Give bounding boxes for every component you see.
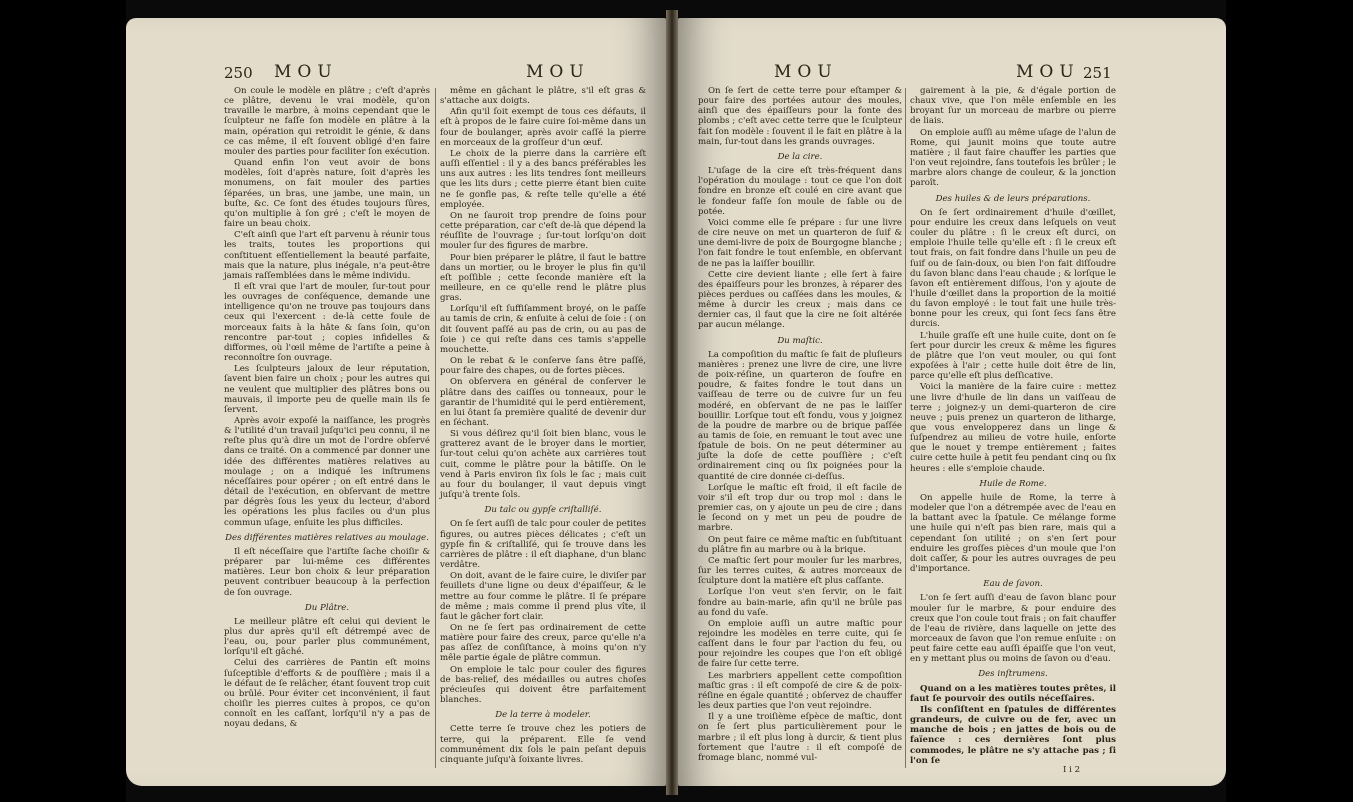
paragraph: On emploie auſſi un autre maſtic pour rejoindre les modèles en terre cuite, qui ſe caſſent dans le four par l'action du feu, ou pour rejoindre les coupes que l'on eſt obligé de faire ſur cette terre. xyxy=(698,618,902,670)
page-number: 250 xyxy=(224,64,253,82)
paragraph: On ſe ſert auſſi de talc pour couler de petites figures, ou autres pièces délicates ; c'eſt un gypſe fin & criſtalliſé, qui ſe trouve dans les carrières de plâtre : il eſt diaphane, d'un blanc verdâtre. xyxy=(440,519,646,571)
paragraph: Voici comme elle ſe prépare : ſur une livre de cire neuve on met un quarteron de ſuif & une demi-livre de poix de Bourgogne blanche ; l'on fait fondre le tout enſemble, en obſervant de ne pas la laiſſer bouillir. xyxy=(698,217,902,269)
paragraph: On ſe ſert ordinairement d'huile d'œillet, pour enduire les creux dans leſquels on veut couler du plâtre : ſi le creux eſt durci, on emploie l'huile telle qu'elle eſt : ſi le creux eſt tout frais, on fait fondre dans l'huile un peu de ſuif ou de ſain-doux, ou bien l'on fait diſſoudre du ſavon blanc dans l'eau chaude ; & lorſque le ſavon eſt entièrement diſſous, l'on y ajoute de l'huile d'œillet dans la proportion de la moitié du ſavon employé : le tout fait une huile très-bonne pour les creux, qui ſont ſecs ſans être durcis. xyxy=(910,207,1116,330)
section-heading: Des huiles & de leurs préparations. xyxy=(935,193,1091,204)
text-column-1 xyxy=(224,86,430,731)
running-head-right: MOU xyxy=(526,62,590,82)
left-page xyxy=(126,18,666,786)
paragraph: Ce maſtic ſert pour mouler ſur les marbres, ſur les terres cuites, & autres morceaux de ſculpture dont la matière eſt plus caſſante. xyxy=(698,555,902,587)
running-head-left: MOU xyxy=(774,62,838,82)
right-page xyxy=(678,18,1226,786)
paragraph: Il y a une troiſième eſpèce de maſtic, dont on ſe ſert plus particulièrement pour le marbre ; il eſt plus long à durcir, & tient plus fortement que l'autre : il eſt compoſé de fromage blanc, nommé vul- xyxy=(698,712,902,763)
paragraph: On ne ſe ſert pas ordinairement de cette matière pour faire des creux, parce qu'elle n'a pas aſſez de conſiſtance, à moins qu'on n'y mêle partie égale de plâtre commun. xyxy=(440,622,646,664)
paragraph: Le choix de la pierre dans la carrière eſt auſſi eſſentiel : il y a des bancs préférables les uns aux autres : les lits tendres ſont meilleurs que les lits durs ; cette pierre étant bien cuite ne ſe gonfle pas, & reſte telle qu'elle a été employée. xyxy=(440,148,646,210)
paragraph: Celui des carrières de Pantin eſt moins ſuſceptible d'efforts & de pouſſière ; mais il a le défaut de ſe relâcher, étant ſouvent trop cuit ou brûlé. Pour éviter cet inconvénient, il faut choiſir les pierres cuites à propos, ce qu'on connoît en les caſſant, lorſqu'il n'y a pas de noyau dedans, & xyxy=(224,658,430,730)
section-heading: Des différentes matières relatives au moulage. xyxy=(225,532,429,543)
paragraph: Voici la manière de la faire cuire : mettez une livre d'huile de lin dans un vaiſſeau de terre ; joignez-y un demi-quarteron de cire neuve ; puis prenez un quarteron de litharge, que vous envelopperez dans un linge & ſuſpendrez au milieu de votre huile, enſorte que le nouet y trempe entièrement ; faites cuire cette huile à petit feu pendant cinq ou ſix heures : elle s'emploie chaude. xyxy=(910,382,1116,474)
paragraph: Les marbriers appellent cette compoſition maſtic gras : il eſt compoſé de cire & de poix-réſine en égale quantité ; obſervez de chauffer les deux parties que l'on veut rejoindre. xyxy=(698,670,902,712)
paragraph: gairement à la pie, & d'égale portion de chaux vive, que l'on mêle enſemble en les broyant ſur un morceau de marbre ou pierre de liais. xyxy=(910,86,1116,127)
column-rule xyxy=(435,88,436,768)
paragraph: Lorſque le maſtic eſt froid, il eſt facile de voir s'il eſt trop dur ou trop mol : dans le premier cas, on y ajoute un peu de cire ; dans le ſecond on y met un peu de poudre de marbre. xyxy=(698,482,902,534)
section-heading: Des inſtrumens. xyxy=(978,669,1048,680)
paragraph: On le rebat & le conſerve ſans être paſſé, pour faire des chapes, ou de fortes pièces. xyxy=(440,356,646,377)
paragraph: Pour bien préparer le plâtre, il faut le battre dans un mortier, ou le broyer le plus fin qu'il eſt poſſible ; cette ſeconde manière eſt la meilleure, en ce qu'elle rend le plâtre plus gras. xyxy=(440,252,646,304)
paragraph: Lorſque l'on veut s'en ſervir, on le fait fondre au bain-marie, afin qu'il ne brûle pas au fond du vaſe. xyxy=(698,587,902,618)
paragraph: L'on ſe ſert auſſi d'eau de ſavon blanc pour mouler ſur le marbre, & pour enduire des creux que l'on coule tout frais ; on fait chauffer de l'eau de rivière, dans laquelle on jette des morceaux de ſavon que l'on remue enſuite : on peut faire cette eau auſſi épaiſſe que l'on veut, en y mettant plus ou moins de ſavon ou d'eau. xyxy=(910,593,1116,665)
open-book xyxy=(126,0,1226,802)
page-number: 251 xyxy=(1083,64,1112,82)
paragraph: même en gâchant le plâtre, s'il eſt gras & s'attache aux doigts. xyxy=(440,86,646,107)
section-heading: Huile de Rome. xyxy=(979,478,1047,489)
paragraph: On obſervera en général de conſerver le plâtre dans des caiſſes ou tonneaux, pour le garantir de l'humidité qui le perd entièrement, en lui ôtant ſa première qualité de devenir dur en ſéchant. xyxy=(440,377,646,428)
paragraph: On emploie auſſi au même uſage de l'alun de Rome, qui jaunit moins que toute autre matière ; il faut faire chauffer les parties que l'on veut rejoindre, ſans toutefois les brûler ; le marbre alors change de couleur, & la jonction paroît. xyxy=(910,127,1116,189)
section-heading: Eau de ſavon. xyxy=(983,579,1043,590)
paragraph: Il eſt vrai que l'art de mouler, ſur-tout pour les ouvrages de conſéquence, demande une intelligence qu'on ne trouve pas toujours dans ceux qui l'exercent : de-là cette foule de morceaux faits à la hâte & ſans ſoin, qu'on rencontre par-tout ; copies infidelles & difformes, où l'œil même de l'artiſte a peine à reconnoître ſon ouvrage. xyxy=(224,281,430,364)
text-column-2 xyxy=(910,86,1116,767)
paragraph: On ſe ſert de cette terre pour eſtamper & pour faire des portées autour des moules, ainſi que des épaiſſeurs pour la fonte des plombs ; c'eſt avec cette terre que le ſculpteur fait ſon modèle : ſouvent il le fait en plâtre à la main, ſur-tout dans les grands ouvrages. xyxy=(698,86,902,147)
paragraph: On emploie le talc pour couler des figures de bas-relief, des médailles ou autres choſes précieuſes qui doivent être parfaitement blanches. xyxy=(440,664,646,706)
section-heading: De la cire. xyxy=(777,151,823,162)
paragraph: On coule le modèle en plâtre ; c'eſt d'après ce plâtre, devenu le vrai modèle, qu'on travaille le marbre, à moins cependant que le ſculpteur ne faſſe ſon modèle en plâtre à la main, opération qui retroidit le génie, & dans ce cas même, il eſt ſouvent obligé d'en faire mouler des parties pour faciliter ſon exécution. xyxy=(224,86,430,157)
text-column-2 xyxy=(440,86,646,766)
paragraph: Le meilleur plâtre eſt celui qui devient le plus dur après qu'il eſt détrempé avec de l'eau, ou, pour parler plus communément, lorſqu'il eſt gâché. xyxy=(224,616,430,658)
paragraph: Les ſculpteurs jaloux de leur réputation, ſavent bien faire un choix ; pour les autres qui ne veulent que multiplier des plâtres bons ou mauvais, il importe peu de quelle main ils ſe ſervent. xyxy=(224,364,430,415)
paragraph: Cette terre ſe trouve chez les potiers de terre, qui la préparent. Elle ſe vend communément dix ſols le pain peſant depuis cinquante juſqu'à ſoixante livres. xyxy=(440,724,646,765)
paragraph: C'eſt ainſi que l'art eſt parvenu à réunir tous les traits, toutes les proportions qui conſtituent eſſentiellement la beauté parfaite, mais que la nature, plus inégale, n'a peut-être jamais raſſemblées dans le même individu. xyxy=(224,230,430,281)
text-column-1 xyxy=(698,86,902,764)
paragraph: Lorſqu'il eſt ſuffiſamment broyé, on le paſſe au tamis de crin, & enſuite à celui de ſoie : ( on dit ſouvent paſſé au pas de crin, ou au pas de ſoie ) ce qui reſte dans ces tamis s'appelle mouchette. xyxy=(440,304,646,355)
running-head-right: MOU xyxy=(1016,62,1080,82)
book-gutter xyxy=(666,10,678,795)
section-heading: Du talc ou gypſe criſtalliſé. xyxy=(484,505,602,516)
paragraph: Si vous déſirez qu'il ſoit bien blanc, vous le gratterez avant de le broyer dans le mortier, ſur-tout celui qu'on achète aux carrières tout cuit, comme le plâtre pour la bâtiſſe. On le vend à Paris environ ſix ſols le ſac ; mais cuit au four du boulanger, il vaut depuis vingt juſqu'à trente ſols. xyxy=(440,429,646,501)
section-heading: Du maſtic. xyxy=(777,335,823,346)
paragraph: L'huile graſſe eſt une huile cuite, dont on ſe ſert pour durcir les creux & même les figures de plâtre que l'on veut mouler, ou qui ſont expoſées à l'air ; cette huile doit être de lin, parce qu'elle eſt plus deſſicative. xyxy=(910,330,1116,382)
paragraph: Quand on a les matières toutes prêtes, il faut ſe pourvoir des outils néceſſaires. xyxy=(910,683,1116,704)
paragraph: On peut faire ce même maſtic en ſubſtituant du plâtre fin au marbre ou à la brique. xyxy=(698,534,902,555)
paragraph: Afin qu'il ſoit exempt de tous ces défauts, il eſt à propos de le faire cuire ſoi-même dans un four de boulanger, après avoir caſſé la pierre en morceaux de la groſſeur d'un œuf. xyxy=(440,107,646,148)
section-heading: Du Plâtre. xyxy=(304,602,350,613)
signature-mark: I i 2 xyxy=(1063,765,1081,775)
section-heading: De la terre à modeler. xyxy=(495,710,591,721)
paragraph: On ne ſauroit trop prendre de ſoins pour cette préparation, car c'eſt de-là que dépend la réuſſite de l'ouvrage ; ſur-tout lorſqu'on doit mouler ſur des figures de marbre. xyxy=(440,210,646,252)
paragraph: Quand enfin l'on veut avoir de bons modèles, ſoit d'après nature, ſoit d'après les monumens, on fait mouler des parties ſéparées, un bras, une jambe, une main, un buſte, &c. Ce ſont des études toujours ſûres, qu'on multiplie à ſon gré ; c'eſt le moyen de faire un beau choix. xyxy=(224,158,430,230)
paragraph: Cette cire devient liante ; elle ſert à faire des épaiſſeurs pour les bronzes, à réparer des pièces perdues ou caſſées dans les moules, & même à durcir les creux ; mais dans ce dernier cas, il faut que la cire ne ſoit altérée par aucun mélange. xyxy=(698,269,902,331)
paragraph: La compoſition du maſtic ſe fait de pluſieurs manières : prenez une livre de cire, une livre de poix-réſine, un quarteron de ſoufre en poudre, & faites fondre le tout dans un vaiſſeau de terre ou de cuivre ſur un feu modéré, en obſervant de ne pas le laiſſer bouillir. Lorſque tout eſt fondu, vous y joignez de la poudre de marbre ou de brique paſſée au tamis de ſoie, en remuant le tout avec une ſpatule de bois. On ne peut déterminer au juſte la doſe de cette pouſſière ; c'eſt ordinairement cinq ou ſix poignées pour la quantité de cire donnée ci-deſſus. xyxy=(698,349,902,482)
paragraph: Après avoir expoſé la naiſſance, les progrès & l'utilité d'un travail juſqu'ici peu connu, il ne reſte plus qu'à dire un mot de l'ordre obſervé dans ce traité. On a commencé par donner une idée des différentes matières relatives au moulage ; on a indiqué les inſtrumens néceſſaires pour opérer ; on eſt entré dans le détail de l'exécution, en obſervant de mettre par dégrès ſous les yeux du lecteur, d'abord les opérations les plus faciles ou d'un plus commun uſage, enſuite les plus difficiles. xyxy=(224,416,430,528)
paragraph: On doit, avant de le faire cuire, le diviſer par feuillets d'une ligne ou deux d'épaiſſeur, & le mettre au four comme le plâtre. Il ſe prépare de même ; mais comme il prend plus vîte, il faut le gâcher fort clair. xyxy=(440,571,646,622)
paragraph: L'uſage de la cire eſt très-fréquent dans l'opération du moulage : tout ce que l'on doit fondre en bronze eſt coulé en cire avant que le fondeur faſſe ſon moule de ſable ou de potée. xyxy=(698,166,902,217)
column-rule xyxy=(905,88,906,768)
paragraph: Ils conſiſtent en ſpatules de différentes grandeurs, de cuivre ou de fer, avec un manche de bois ; en jattes de bois ou de faïence : ces dernières ſont plus commodes, le plâtre ne s'y attache pas ; ſi l'on ſe xyxy=(910,704,1116,766)
paragraph: On appelle huile de Rome, la terre à modeler que l'on a détrempée avec de l'eau en la battant avec la ſpatule. Ce mélange forme une huile qui n'eſt pas bien rare, mais qui a cependant ſon utilité ; on s'en ſert pour enduire les groſſes pièces d'un moule que l'on doit caſſer, & pour les autres ouvrages de peu d'importance. xyxy=(910,492,1116,575)
running-head-left: MOU xyxy=(274,62,338,82)
paragraph: Il eſt néceſſaire que l'artiſte ſache choiſir & préparer par lui-même ces différentes matières. Leur bon choix & leur préparation peuvent contribuer beaucoup à la perfection de ſon ouvrage. xyxy=(224,546,430,598)
